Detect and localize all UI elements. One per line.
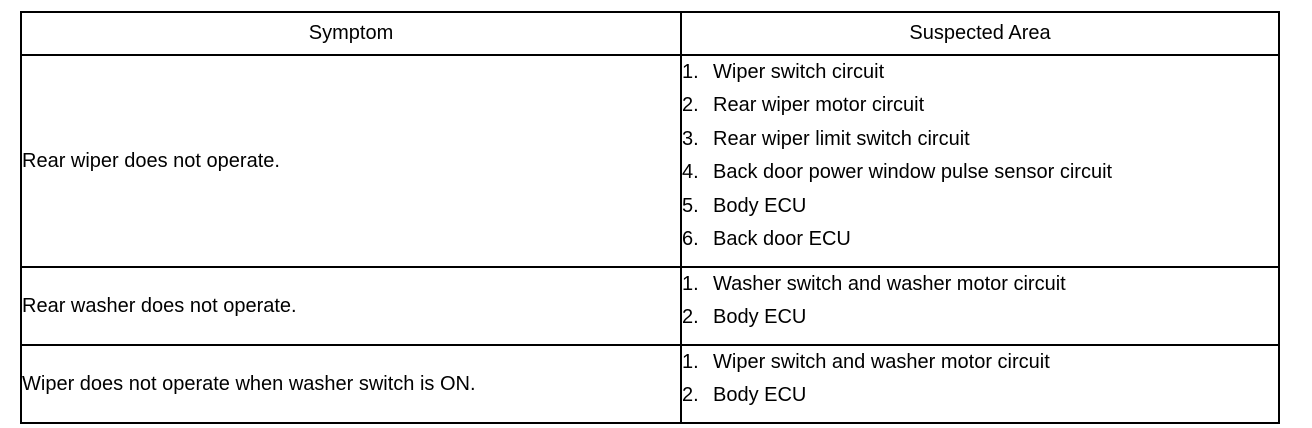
item-text: Wiper switch circuit xyxy=(713,61,885,83)
suspected-area-list xyxy=(682,268,1278,335)
table-row xyxy=(21,345,1279,423)
item-number: 3. xyxy=(682,127,699,150)
item-number: 2. xyxy=(682,94,699,117)
item-text: Body ECU xyxy=(713,384,807,407)
item-text: Rear wiper motor circuit xyxy=(713,94,925,117)
symptom-cell: Rear washer does not operate. xyxy=(21,267,681,345)
item-text: Back door power window pulse sensor circuit xyxy=(713,161,1113,184)
list-item xyxy=(682,301,1278,334)
item-number: 1. xyxy=(682,351,699,373)
list-item xyxy=(682,123,1278,156)
item-text: Washer switch and washer motor circuit xyxy=(713,273,1066,295)
item-text: Body ECU xyxy=(713,194,807,217)
item-number: 1. xyxy=(682,273,699,295)
list-item xyxy=(682,156,1278,189)
item-text: Rear wiper limit switch circuit xyxy=(713,127,970,150)
suspected-area-header: Suspected Area xyxy=(681,12,1279,55)
list-item xyxy=(682,268,1278,301)
list-item xyxy=(682,379,1278,412)
symptom-cell: Rear wiper does not operate. xyxy=(21,55,681,267)
item-number: 1. xyxy=(682,61,699,83)
list-item xyxy=(682,223,1278,256)
item-text: Back door ECU xyxy=(713,227,851,250)
header-row xyxy=(21,12,1279,55)
symptom-cell: Wiper does not operate when washer switch is ON. xyxy=(21,345,681,423)
item-number: 4. xyxy=(682,161,699,184)
item-text: Body ECU xyxy=(713,306,807,329)
item-number: 5. xyxy=(682,194,699,217)
list-item xyxy=(682,190,1278,223)
table-row xyxy=(21,55,1279,267)
item-number: 2. xyxy=(682,306,699,329)
suspected-area-list xyxy=(682,56,1278,256)
table-row xyxy=(21,267,1279,345)
item-number: 6. xyxy=(682,227,699,250)
item-text: Wiper switch and washer motor circuit xyxy=(713,351,1050,373)
troubleshooting-table xyxy=(20,11,1280,424)
list-item xyxy=(682,89,1278,122)
suspected-area-cell xyxy=(681,267,1279,345)
suspected-area-cell xyxy=(681,55,1279,267)
list-item xyxy=(682,56,1278,89)
suspected-area-cell xyxy=(681,345,1279,423)
list-item xyxy=(682,346,1278,379)
item-number: 2. xyxy=(682,384,699,407)
suspected-area-list xyxy=(682,346,1278,413)
symptom-header: Symptom xyxy=(21,12,681,55)
